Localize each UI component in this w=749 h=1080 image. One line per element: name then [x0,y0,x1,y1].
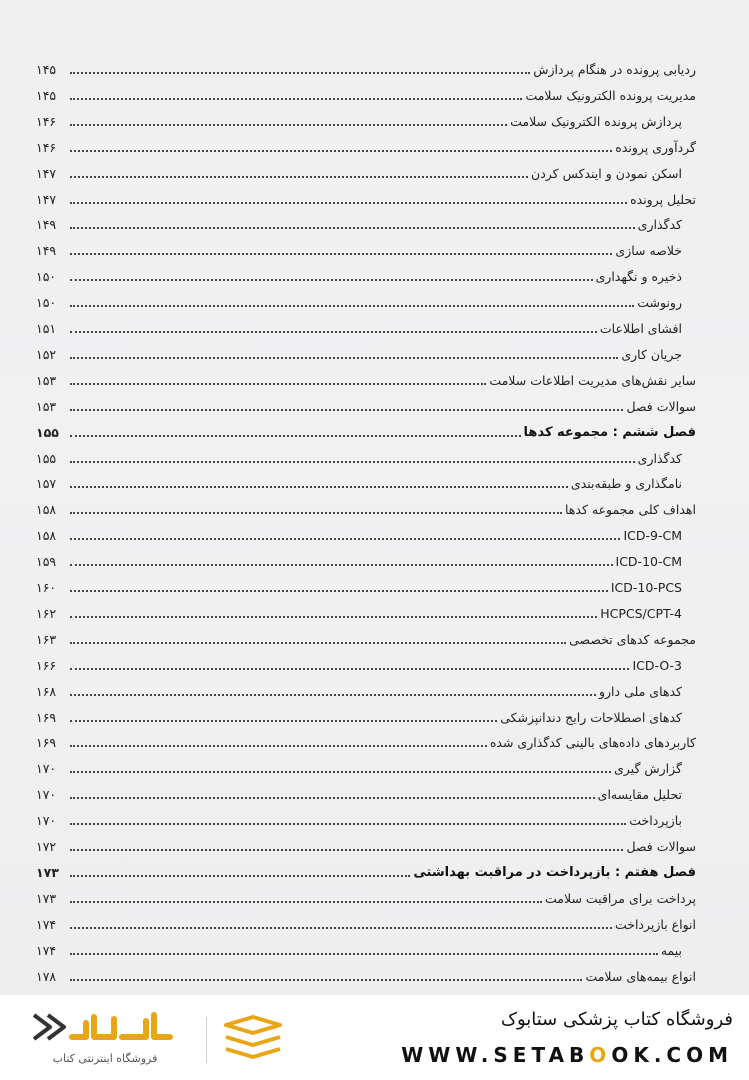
dot-leader [70,98,522,100]
dot-leader [70,409,623,411]
dot-leader [70,642,566,644]
toc-entry-title: گزارش گیری [614,761,682,777]
dot-leader [70,227,635,229]
toc-row [36,82,696,104]
dot-leader [70,176,528,178]
toc-page-number: ۱۶۸ [36,683,57,699]
toc-page-number: ۱۶۰ [36,580,57,595]
store-footer [0,995,749,1080]
toc-row [36,937,696,959]
toc-entry-title: نامگذاری و طبقه‌بندی [570,476,682,492]
dot-leader [70,461,635,463]
toc-row [36,108,696,130]
toc-page-number: ۱۷۰ [36,761,57,777]
dot-leader [70,512,562,514]
toc-row [36,211,696,233]
toc-page-number: ۱۶۹ [36,735,57,751]
toc-page-number: ۱۴۵ [36,87,57,103]
toc-row [36,315,696,337]
url-part: WWW.SE [401,1043,532,1067]
store-url[interactable] [401,1043,733,1067]
toc-row [36,678,696,700]
toc-entry-title: فصل ششم : مجموعه کدها [523,424,696,440]
toc-page-number: ۱۶۲ [36,605,57,621]
toc-entry-title: اسکن نمودن و ایندکس کردن [531,165,682,181]
toc-page-number: ۱۵۳ [36,372,57,388]
toc-entry-title: فصل هفتم : بازپرداخت در مراقبت بهداشتی [413,864,696,880]
toc-row [36,134,696,156]
toc-entry-title: سایر نقش‌های مدیریت اطلاعات سلامت [489,372,696,388]
dot-leader [70,953,658,955]
toc-page-number: ۱۵۱ [36,321,57,336]
toc-row [36,885,696,907]
toc-page-number: ۱۵۳ [36,398,57,414]
toc-page-number: ۱۴۹ [36,243,57,259]
toc-row [36,393,696,415]
dot-leader [70,875,410,877]
toc-entry-title: تحلیل مقایسه‌ای [597,787,682,803]
toc-page-number: ۱۷۰ [36,787,57,803]
toc-row [36,755,696,777]
toc-page-number: ۱۶۳ [36,631,57,647]
dot-leader [70,694,596,696]
toc-row [36,263,696,285]
toc-entry-title: رونوشت [637,295,682,311]
dot-leader [70,331,597,333]
toc-row [36,186,696,208]
toc-row [36,807,696,829]
toc-entry-title: کدهای ملی دارو [598,683,682,699]
toc-page-number: ۱۵۲ [36,346,57,362]
toc-entry-title: ICD-O-3 [632,657,682,673]
toc-row [36,729,696,751]
toc-row [36,522,696,544]
dot-leader [70,590,608,592]
toc-entry-title: HCPCS/CPT-4 [600,605,682,621]
toc-row [36,289,696,311]
dot-leader [70,564,613,566]
toc-page-number: ۱۵۸ [36,528,57,544]
toc-page-number: ۱۵۷ [36,476,57,492]
dot-leader [70,797,595,799]
toc-row [36,574,696,596]
dot-leader [70,823,626,825]
url-part: OK.COM [611,1043,733,1067]
toc-page-number: ۱۴۷ [36,191,57,207]
toc-row [36,237,696,259]
toc-row [36,496,696,518]
dot-leader [70,745,487,747]
toc-row [36,781,696,803]
dot-leader [70,253,612,255]
toc-entry-title: خلاصه سازی [615,243,682,259]
toc-row [36,626,696,648]
dot-leader [70,72,530,74]
toc-page-number: ۱۶۶ [36,657,57,673]
toc-entry-title: جریان کاری [621,346,682,362]
toc-page-number: ۱۵۵ [36,450,57,466]
toc-entry-title: کدگذاری [637,450,682,466]
dot-leader [70,927,612,929]
url-part: AB [548,1043,590,1067]
toc-entry-title: کدگذاری [637,217,682,233]
toc-entry-title: مدیریت پرونده الکترونیک سلامت [525,87,696,103]
toc-row [36,160,696,182]
dot-leader [70,771,611,773]
toc-row [36,470,696,492]
toc-entry-title: کاربردهای داده‌های بالینی کدگذاری شده [489,735,696,751]
dot-leader [70,383,486,385]
toc-row [36,911,696,933]
toc-page-number: ۱۷۳ [36,890,57,906]
dot-leader [70,486,568,488]
toc-entry-title: انواع بیمه‌های سلامت [585,968,696,984]
logo-divider [206,1017,207,1063]
toc-entry-title: بیمه [660,942,682,958]
toc-page-number: ۱۷۰ [36,813,57,829]
toc-page-number: ۱۴۵ [36,62,57,77]
setabook-logo [28,1007,178,1049]
dot-leader [70,124,507,126]
toc-page-number: ۱۷۲ [36,839,57,854]
toc-entry-title: کدهای اصطلاحات رایج دندانپزشکی [500,709,682,725]
toc-row [36,600,696,622]
dot-leader [70,202,627,204]
toc-page-number: ۱۴۹ [36,217,57,233]
toc-row [36,704,696,726]
toc-entry-title: سوالات فصل [626,398,696,414]
toc-entry-title: ICD-10-CM [615,554,682,570]
toc-entry-title: مجموعه کدهای تخصصی [569,631,696,647]
toc-entry-title: اهداف کلی مجموعه کدها [564,502,696,518]
toc-row [36,445,696,467]
toc-entry-title: بازپرداخت [629,813,682,829]
toc-page-number: ۱۷۴ [36,916,57,932]
toc-entry-title: تحلیل پرونده [630,191,696,207]
dot-leader [70,357,618,359]
toc-row [36,341,696,363]
toc-page-number: ۱۶۹ [36,709,57,725]
toc-row [36,833,696,855]
toc-entry-title: ICD-10-PCS [610,580,682,595]
dot-leader [70,435,521,437]
toc-page-number: ۱۵۸ [36,502,57,518]
toc-entry-title: ردیابی پرونده در هنگام پردازش [533,62,696,77]
book-stack-icon [222,1015,284,1063]
toc-page-number: ۱۵۵ [36,424,59,440]
chapter-heading-row [36,419,696,441]
toc-entry-title: انواع بازپرداخت [614,916,696,932]
dot-leader [70,901,542,903]
toc-page-number: ۱۴۶ [36,139,57,155]
dot-leader [70,538,620,540]
dot-leader [70,616,597,618]
toc-entry-title: ذخیره و نگهداری [595,269,682,285]
toc-row [36,963,696,985]
dot-leader [70,720,497,722]
dot-leader [70,305,634,307]
toc-row [36,56,696,78]
toc-page-number: ۱۷۳ [36,864,59,880]
dot-leader [70,279,593,281]
url-part: T [531,1043,549,1067]
toc-entry-title: گردآوری پرونده [615,139,696,155]
url-part-accent: O [589,1043,612,1067]
toc-page-number: ۱۵۰ [36,269,57,285]
toc-row [36,548,696,570]
dot-leader [70,668,629,670]
toc-entry-title: پرداخت برای مراقبت سلامت [545,890,696,906]
toc-page-number: ۱۴۶ [36,113,57,129]
chapter-heading-row [36,859,696,881]
toc-page-number: ۱۴۷ [36,165,57,181]
logo-subtitle: فروشگاه اینترنتی کتاب [52,1052,158,1065]
toc-page-number: ۱۵۹ [36,554,57,570]
dot-leader [70,150,612,152]
toc-entry-title: ICD-9-CM [623,528,682,544]
toc-row [36,652,696,674]
toc-entry-title: سوالات فصل [626,839,696,854]
dot-leader [70,849,623,851]
store-name: فروشگاه کتاب پزشکی ستابوک [500,1009,733,1030]
toc-page-number: ۱۵۰ [36,295,57,311]
toc-page-number: ۱۷۸ [36,968,57,984]
toc-page-number: ۱۷۴ [36,942,57,958]
toc-row [36,367,696,389]
dot-leader [70,979,582,981]
toc-entry-title: افشای اطلاعات [599,321,682,336]
toc-entry-title: پردازش پرونده الکترونیک سلامت [510,113,682,129]
